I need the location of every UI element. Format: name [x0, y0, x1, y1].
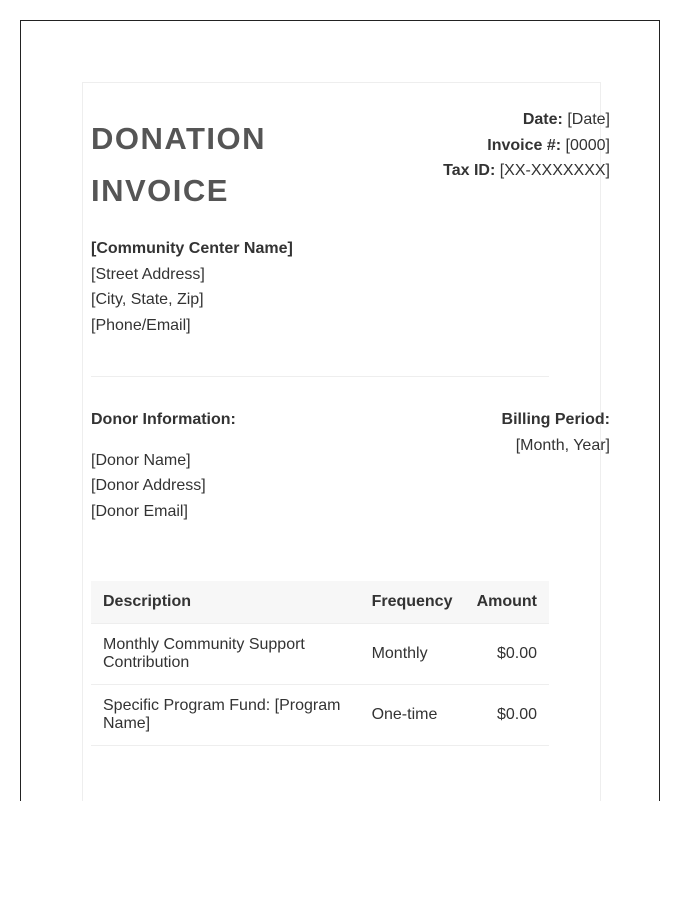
organization-street: [Street Address] [91, 265, 205, 283]
date-label: Date: [522, 111, 563, 128]
tax-id-label: Tax ID: [443, 162, 496, 180]
invoice-number-label: Invoice #: [487, 136, 562, 154]
row-frequency: Monthly [360, 624, 465, 685]
donor-address: [Donor Address] [91, 477, 206, 495]
invoice-title [91, 113, 351, 217]
section-divider [91, 376, 549, 377]
donor-heading: Donor Information: [91, 411, 236, 428]
row-amount: $0.00 [465, 624, 549, 685]
header-frequency: Frequency [360, 581, 465, 624]
tax-id-row [410, 158, 610, 184]
title-line-2: INVOICE [91, 173, 229, 208]
header-description: Description [91, 581, 360, 624]
tax-id-value: [XX-XXXXXXX] [499, 162, 610, 180]
organization-name: [Community Center Name] [91, 240, 293, 257]
table-row [91, 624, 549, 685]
date-row [410, 107, 610, 133]
invoice-number-value: [0000] [565, 136, 610, 154]
billing-period [410, 407, 610, 458]
title-line-1: DONATION [91, 121, 267, 156]
donor-name: [Donor Name] [91, 451, 191, 469]
date-value: [Date] [567, 111, 610, 128]
billing-value: [Month, Year] [515, 436, 610, 454]
row-description: Specific Program Fund: [Program Name] [91, 685, 360, 746]
row-description: Monthly Community Support Contribution [91, 624, 360, 685]
row-frequency: One-time [360, 685, 465, 746]
invoice-number-row [410, 133, 610, 159]
invoice-meta [410, 107, 610, 184]
header-amount: Amount [465, 581, 549, 624]
donor-email: [Donor Email] [91, 502, 188, 520]
organization-address [91, 236, 391, 338]
donor-information [91, 407, 341, 524]
organization-city: [City, State, Zip] [91, 291, 204, 309]
line-items-table [91, 581, 549, 746]
billing-heading: Billing Period: [501, 411, 610, 428]
organization-contact: [Phone/Email] [91, 316, 191, 334]
table-header-row [91, 581, 549, 624]
row-amount: $0.00 [465, 685, 549, 746]
table-row [91, 685, 549, 746]
